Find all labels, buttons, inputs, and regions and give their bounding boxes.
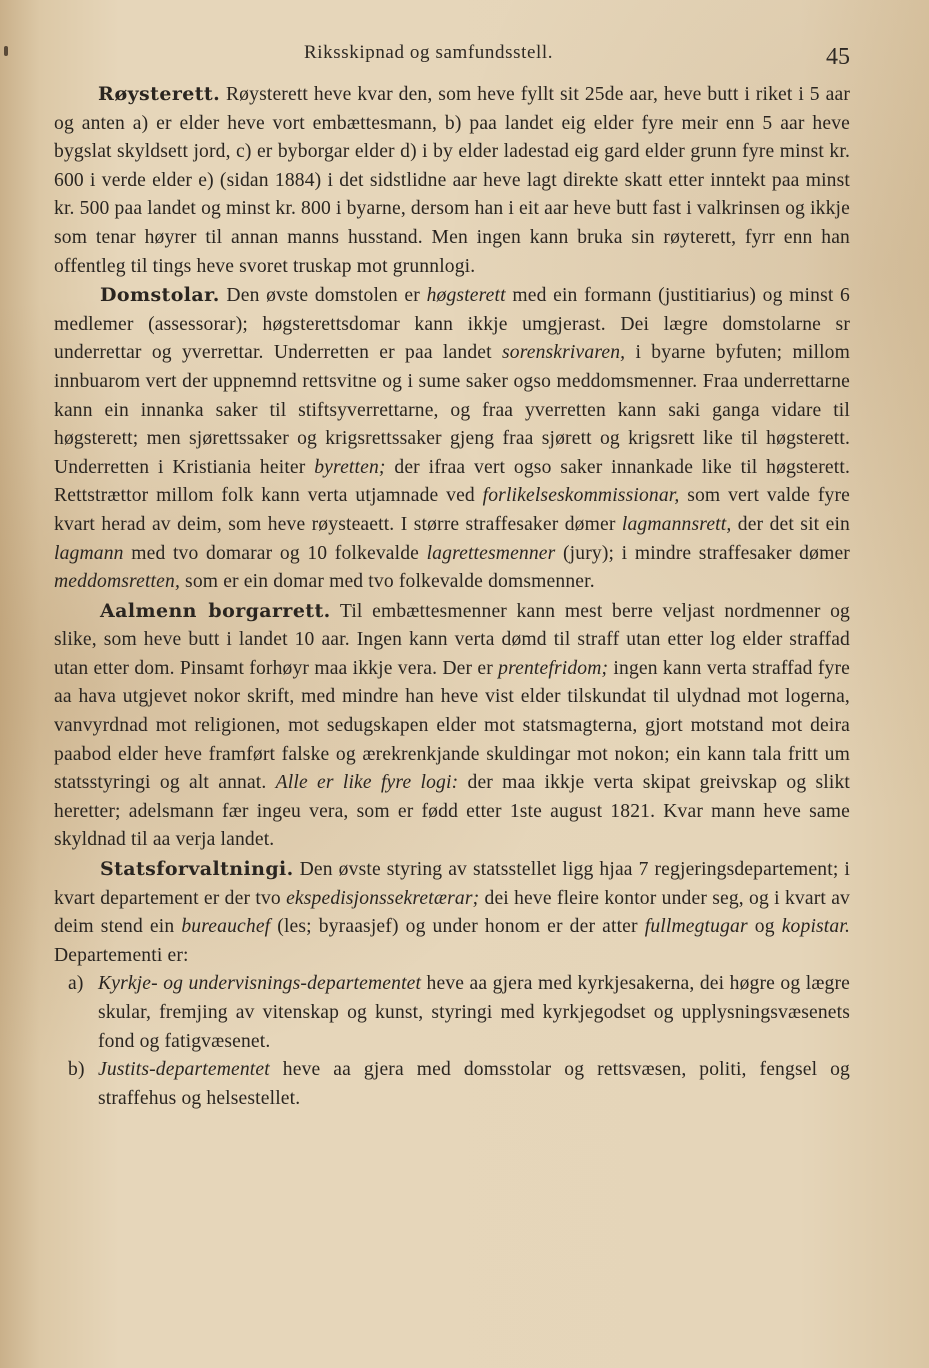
paragraph-text: ingen kann verta straffad fyre aa hava utgjevet nokor skrift, med mindre han heve vist elder tilskundat til ulydnad mot logerna, vanvyrdnad mot religionen, mot sedugskapen elder mot statsmagterna, gjort motstand mot deira paabod elder heve framført falske og ærekrenkjande skuldingar mot nokon; ein kann tala fritt um statsstyringi og alt annat. xyxy=(54,657,850,794)
italic-term: høgsterett xyxy=(426,285,506,307)
paragraph-text: Den øvste domstolen er xyxy=(219,285,427,307)
italic-term: lagrettesmenner xyxy=(426,542,556,564)
italic-term: prentefridom; xyxy=(498,657,609,679)
list-item xyxy=(54,970,850,1056)
running-head: Riksskipnad og samfundsstell. xyxy=(304,42,554,63)
italic-term: sorenskrivaren, xyxy=(501,342,626,364)
paragraph-text: (jury); i mindre straffesaker dømer xyxy=(555,542,850,564)
paragraph-text: Røysterett heve kvar den, som heve fyllt sit 25de aar, heve butt i riket i 5 aar og anten a) er elder heve vort embættesmann, b) paa landet eig elder fyre meir enn 5 aar heve bygslat skyldsett jord, c) er byborgar elder d) i by elder ladestad eig gard elder grunn fyre minst kr. 600 i verde elder e) (sidan 1884) i det sidstlidne aar heve lagt direkte skatt etter inntekt paa minst kr. 500 paa landet og minst kr. 800 i byarne, dersom han i eit aar heve butt fast i valkrinsen og ikkje som tenar høyrer til annan manns husstand. Men ingen kann bruka sin røyterett, fyrr enn han offentleg til tings heve svoret truskap mot grunnlogi. xyxy=(54,84,850,277)
paragraph-text: Den øvste styring av statsstellet ligg hjaa 7 regjeringsdepartement; i kvart departement er der tvo xyxy=(54,859,850,909)
italic-term: Alle er like fyre logi: xyxy=(275,772,459,794)
page-body xyxy=(54,80,850,1113)
paragraph-text: med ein formann (justitiarius) og minst 6 medlemer (assessorar); høgsterettsdomar kann ikkje umgjerast. Dei lægre domstolarne sr underrettar og yverrettar. Underretten er paa landet xyxy=(54,285,850,364)
paragraph-text: (les; byraasjef) og under honom er der atter xyxy=(270,916,645,938)
paragraph-text: og xyxy=(747,916,782,938)
list-item xyxy=(54,1056,850,1113)
italic-term: lagmannsrett, xyxy=(621,513,732,535)
paragraph-text: Til embættesmenner kann mest berre veljast nordmenner og slike, som heve butt i landet 10 aar. Ingen kann verta dømd til straff utan etter log elder straffad utan etter dom. Pinsamt forhøyr maa ikkje vera. Der er xyxy=(54,600,850,679)
paragraph-roysterett xyxy=(54,80,850,281)
paragraph-text: som er ein domar med tvo folkevalde domsmenner. xyxy=(180,571,595,593)
paragraph-text: som vert valde fyre kvart herad av deim, som heve røysteaett. I større straffesaker dømer xyxy=(54,485,850,535)
department-list xyxy=(54,970,850,1113)
paragraph-text: der maa ikkje verta skipat greivskap og slikt heretter; adelsmann fær ingeu vera, som er fødd etter 1ste august 1821. Kvar mann heve same skyldnad til aa verja landet. xyxy=(54,772,850,851)
paragraph-text: i byarne byfuten; millom innbuarom vert der uppnemnd rettsvitne og i sume saker ogso meddomsmenner. Fraa underrettarne kann ein innanka saker til stiftsyverrettarne, og fraa yverretten kann saki ganga vidare til høgsterett; men sjørettssaker og krigsrettssaker gjeng fraa sjørett og krigsrett like til høgsterett. Underretten i Kristiania heiter xyxy=(54,342,850,478)
book-page xyxy=(54,36,850,1356)
italic-term: bureauchef xyxy=(181,916,271,938)
paragraph-text: med tvo domarar og 10 folkevalde xyxy=(123,542,427,564)
department-name: Justits-departementet xyxy=(98,1059,270,1081)
paragraph-text: Departementi er: xyxy=(54,944,189,966)
department-name: Kyrkje- og undervisnings-departementet xyxy=(98,973,422,995)
paragraph-text: der ifraa vert ogso saker innankade like til høgsterett. Rettstrættor millom folk kann verta utjamnade ved xyxy=(54,456,850,507)
paragraph-borgarrett xyxy=(54,597,850,855)
page-header xyxy=(54,36,850,80)
paragraph-domstolar xyxy=(54,281,850,597)
section-heading-borgarrett: Aalmenn borgarrett. xyxy=(100,599,331,622)
list-item-text: heve aa gjera med kyrkjesakerna, dei høgre og lægre skular, fremjing av vitenskap og kunst, styringi med kyrkjegodset og upplysningsvæsenets fond og fatigvæsenet. xyxy=(98,973,851,1052)
italic-term: byretten; xyxy=(314,456,386,478)
page-edge-mark xyxy=(4,46,8,56)
paragraph-text: der det sit ein xyxy=(731,513,850,535)
section-heading-statsforvaltning: Statsforvaltningi. xyxy=(100,858,294,881)
section-heading-domstolar: Domstolar. xyxy=(100,284,220,307)
italic-term: meddomsretten, xyxy=(54,571,180,593)
italic-term: kopistar. xyxy=(781,916,851,938)
paragraph-text: dei heve fleire kontor under seg, og i kvart av deim stend ein xyxy=(54,887,851,938)
page-number: 45 xyxy=(826,44,850,70)
paragraph-statsforvaltning xyxy=(54,855,850,970)
italic-term: ekspedisjonssekretærar; xyxy=(286,887,480,909)
list-marker: a) xyxy=(68,973,84,995)
italic-term: lagmann xyxy=(54,542,124,564)
italic-term: forlikelseskommissionar, xyxy=(482,485,680,507)
list-item-text: heve aa gjera med domsstolar og rettsvæsen, politi, fengsel og straffehus og helsestellet. xyxy=(98,1059,850,1109)
list-marker: b) xyxy=(68,1059,85,1081)
section-heading-roysterett: Røysterett. xyxy=(98,83,221,105)
italic-term: fullmegtugar xyxy=(644,916,748,938)
